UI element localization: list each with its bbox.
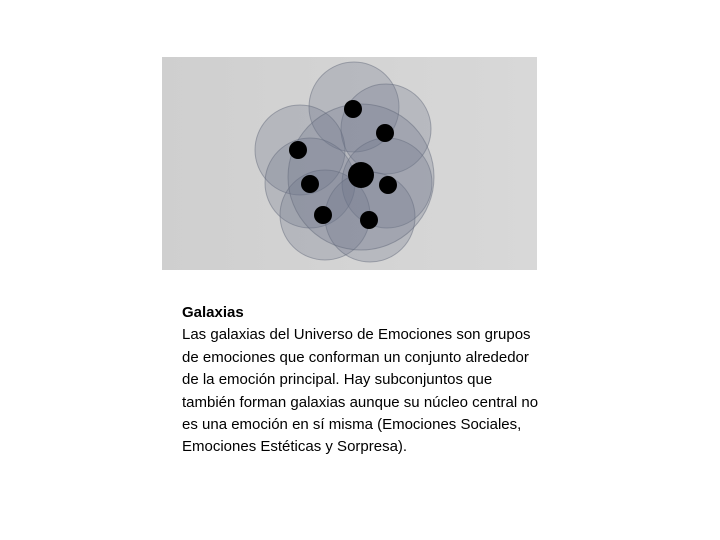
nucleus-dot <box>379 176 397 194</box>
galaxy-halos <box>255 62 434 262</box>
central-nucleus <box>348 162 374 188</box>
caption-body: Las galaxias del Universo de Emociones son grupos de emociones que conforman un conjunto alrededor de la emoción principal. Hay subconjuntos que también forman galaxias aunque su núcleo central no es una emoción en sí misma (Emociones Sociales, Emociones Estéticas y Sorpresa). <box>182 326 539 456</box>
nucleus-dot <box>376 124 394 142</box>
nucleus-dot <box>301 175 319 193</box>
nucleus-dot <box>314 206 332 224</box>
nucleus-dot <box>344 100 362 118</box>
galaxy-diagram <box>162 57 537 270</box>
nucleus-dot <box>289 141 307 159</box>
caption-block <box>182 302 542 459</box>
nucleus-dot <box>360 211 378 229</box>
caption-title: Galaxias <box>182 304 244 321</box>
galaxy-diagram-image <box>162 57 537 270</box>
